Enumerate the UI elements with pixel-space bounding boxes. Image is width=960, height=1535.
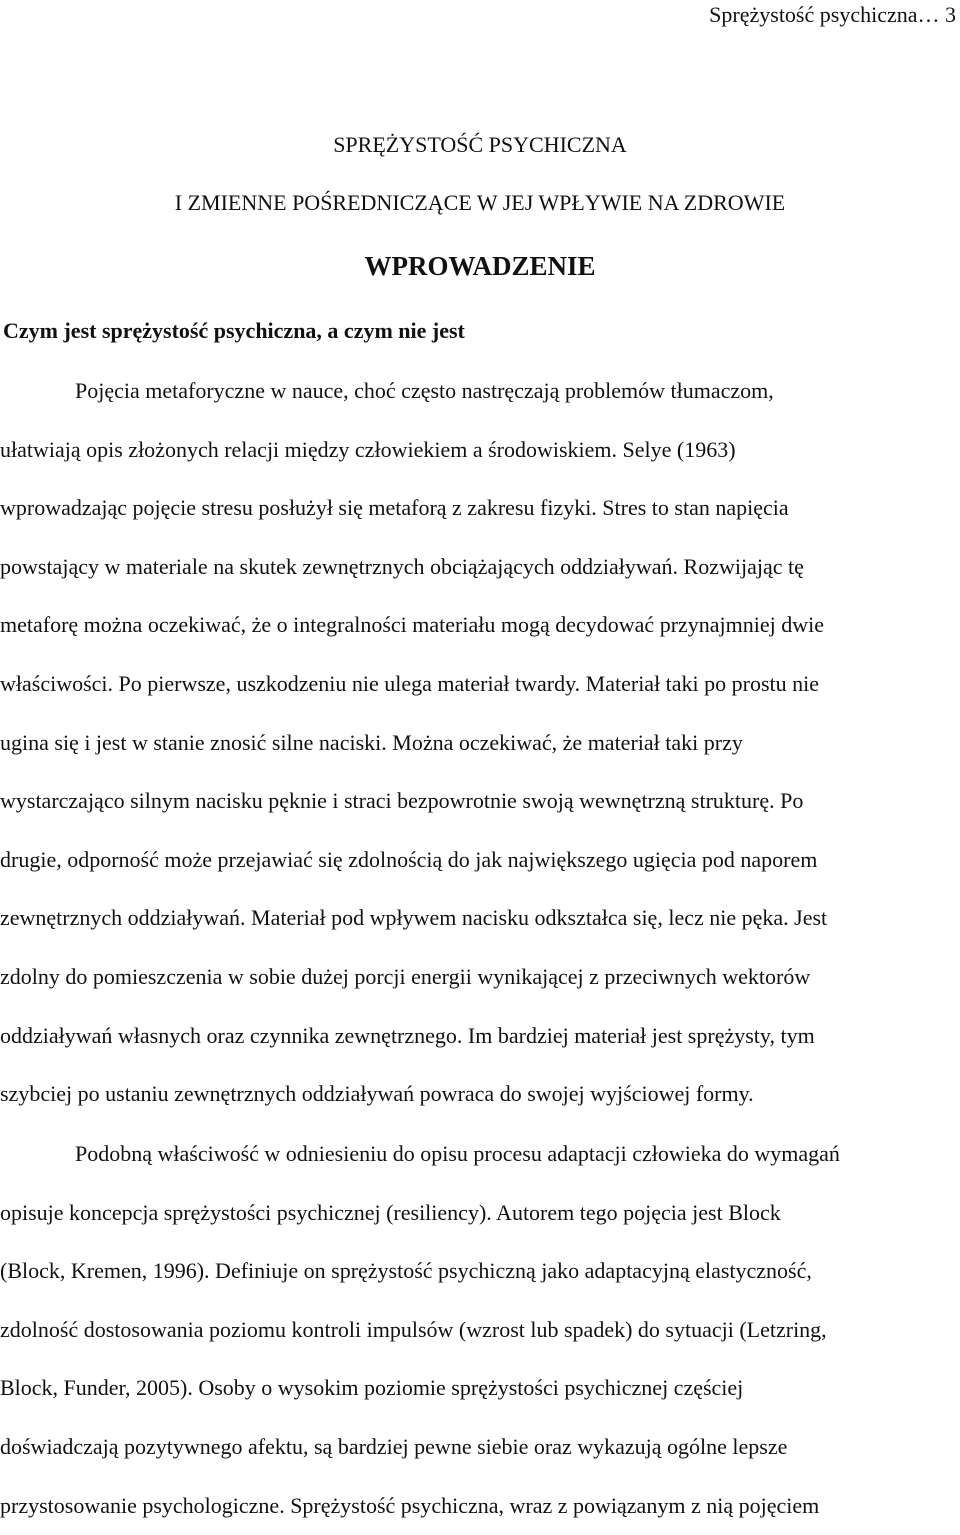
text-line: Block, Funder, 2005). Osoby o wysokim poziomie sprężystości psychicznej częściej: [0, 1375, 744, 1401]
text-line: zdolność dostosowania poziomu kontroli impulsów (wzrost lub spadek) do sytuacji (Letzring,: [0, 1316, 827, 1342]
text-line: Podobną właściwość w odniesieniu do opisu procesu adaptacji człowieka do wymagań: [75, 1141, 840, 1166]
text-line: (Block, Kremen, 1996). Definiuje on sprężystość psychiczną jako adaptacyjną elastyczność,: [0, 1258, 812, 1284]
text-line: zewnętrznych oddziaływań. Materiał pod wpływem nacisku odkształca się, lecz nie pęka. Jest: [0, 905, 828, 931]
text-line: metaforę można oczekiwać, że o integralności materiału mogą decydować przynajmniej dwie: [0, 612, 825, 638]
paragraph-1: [0, 362, 958, 1124]
running-head: Sprężystość psychiczna… 3: [709, 2, 956, 27]
text-line: oddziaływań własnych oraz czynnika zewnętrznego. Im bardziej materiał jest sprężysty, tym: [0, 1022, 815, 1048]
text-line: powstający w materiale na skutek zewnętrznych obciążających oddziaływań. Rozwijając tę: [0, 553, 804, 579]
text-line: szybciej po ustaniu zewnętrznych oddziaływań powraca do swojej wyjściowej formy.: [0, 1081, 754, 1107]
text-line: przystosowanie psychologiczne. Sprężystość psychiczna, wraz z powiązanym z nią pojęciem: [0, 1492, 820, 1518]
text-line: doświadczają pozytywnego afektu, są bardziej pewne siebie oraz wykazują ogólne lepsze: [0, 1433, 788, 1459]
paragraph-2: [0, 1125, 958, 1535]
text-line: Pojęcia metaforyczne w nauce, choć często nastręczają problemów tłumaczom,: [75, 378, 774, 403]
text-line: opisuje koncepcja sprężystości psychicznej (resiliency). Autorem tego pojęcia jest Block: [0, 1199, 781, 1225]
text-line: drugie, odporność może przejawiać się zdolnością do jak największego ugięcia pod naporem: [0, 846, 818, 872]
text-line: wprowadzając pojęcie stresu posłużył się metaforą z zakresu fizyki. Stres to stan napięcia: [0, 495, 789, 521]
text-line: właściwości. Po pierwsze, uszkodzeniu nie ulega materiał twardy. Materiał taki po prostu nie: [0, 670, 820, 696]
text-line: ugina się i jest w stanie znosić silne naciski. Można oczekiwać, że materiał taki przy: [0, 729, 743, 755]
title-line-2: I ZMIENNE POŚREDNICZĄCE W JEJ WPŁYWIE NA ZDROWIE: [174, 190, 786, 215]
section-heading: Czym jest sprężystość psychiczna, a czym nie jest: [3, 318, 465, 343]
text-line: wystarczająco silnym nacisku pęknie i straci bezpowrotnie swoją wewnętrzną strukturę. Po: [0, 788, 804, 814]
text-line: zdolny do pomieszczenia w sobie dużej porcji energii wynikającej z przeciwnych wektorów: [0, 963, 811, 989]
text-line: ułatwiają opis złożonych relacji między człowiekiem a środowiskiem. Selye (1963): [0, 436, 736, 462]
title-line-1: SPRĘŻYSTOŚĆ PSYCHICZNA: [333, 132, 627, 157]
chapter-heading: WPROWADZENIE: [364, 251, 596, 281]
